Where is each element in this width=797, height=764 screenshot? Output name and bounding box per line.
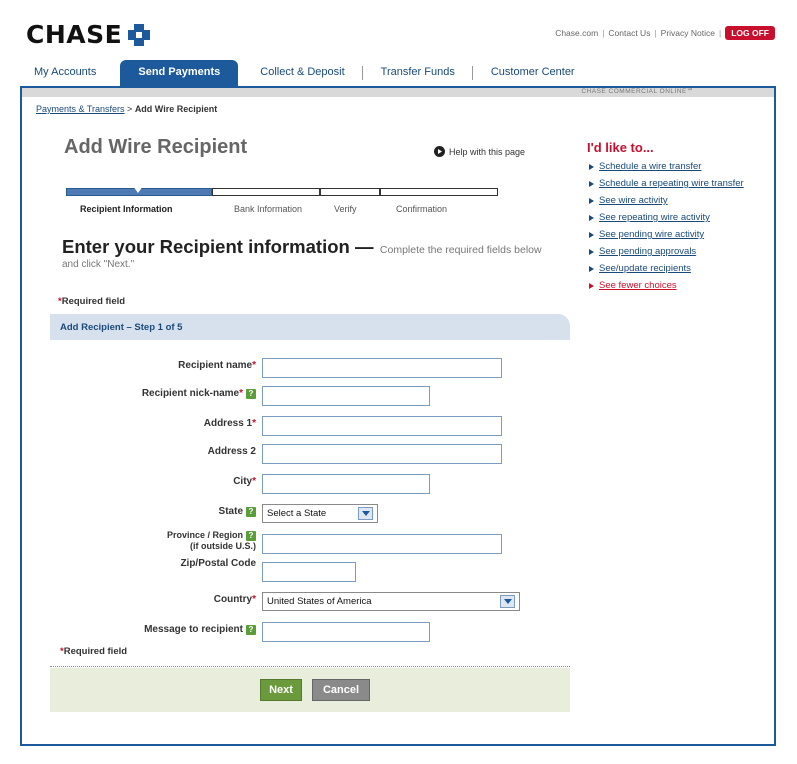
tab-label: Send Payments bbox=[138, 66, 221, 78]
required-star: * bbox=[252, 594, 256, 605]
tab-label: Customer Center bbox=[490, 66, 575, 78]
section-heading-title: Enter your Recipient information — bbox=[62, 236, 374, 257]
label-text: Recipient nick-name bbox=[141, 388, 240, 399]
address2-input[interactable] bbox=[262, 444, 502, 464]
step-label-recipient: Recipient Information bbox=[80, 204, 173, 214]
sidebar-item-wire-activity bbox=[587, 195, 767, 207]
breadcrumb-payments-link[interactable]: Payments & Transfers bbox=[36, 104, 125, 114]
label-text: Address 1 bbox=[203, 418, 253, 429]
tab-label: Collect & Deposit bbox=[260, 66, 345, 78]
pending-approvals-link[interactable]: See pending approvals bbox=[599, 246, 697, 257]
message-input[interactable] bbox=[262, 622, 430, 642]
product-name: CHASE COMMERCIAL ONLINE℠ bbox=[581, 88, 694, 95]
update-recipients-link[interactable]: See/update recipients bbox=[599, 263, 691, 274]
tab-transfer-funds[interactable] bbox=[363, 60, 473, 86]
sidebar-item-pending-approvals bbox=[587, 246, 767, 258]
label-text: Province / Region bbox=[166, 530, 243, 540]
top-header bbox=[0, 0, 797, 90]
row-nick-name bbox=[50, 386, 570, 408]
nick-name-input[interactable] bbox=[262, 386, 430, 406]
pending-wire-activity-link[interactable]: See pending wire activity bbox=[599, 229, 705, 240]
label-text: Address 2 bbox=[207, 446, 256, 457]
question-square-icon[interactable]: ? bbox=[246, 625, 256, 635]
required-star: * bbox=[252, 418, 256, 429]
help-link-label: Help with this page bbox=[449, 146, 526, 157]
row-message bbox=[50, 622, 570, 644]
chase-com-link[interactable]: Chase.com bbox=[555, 28, 599, 38]
province-input[interactable] bbox=[262, 534, 502, 554]
sidebar-item-schedule-wire bbox=[587, 161, 767, 173]
divider: | bbox=[654, 28, 657, 38]
label-text: Zip/Postal Code bbox=[180, 558, 256, 569]
sidebar-item-fewer-choices bbox=[587, 280, 767, 292]
tab-collect-deposit[interactable] bbox=[238, 60, 362, 86]
label-text: Country bbox=[213, 594, 253, 605]
logoff-button[interactable]: LOG OFF bbox=[725, 26, 775, 40]
row-zip bbox=[50, 558, 570, 584]
required-field-note bbox=[58, 296, 125, 307]
required-field-note-bottom bbox=[60, 646, 127, 657]
sidebar-item-repeating-wire bbox=[587, 178, 767, 190]
section-heading bbox=[62, 236, 562, 270]
required-star: * bbox=[252, 360, 256, 371]
help-with-page-link[interactable] bbox=[434, 146, 525, 157]
schedule-wire-link[interactable]: Schedule a wire transfer bbox=[599, 161, 702, 172]
help-circle-arrow-icon bbox=[434, 146, 445, 157]
sidebar-item-update-recipients bbox=[587, 263, 767, 275]
sidebar-quick-links bbox=[587, 140, 767, 297]
tab-send-payments[interactable] bbox=[120, 60, 238, 86]
cancel-button[interactable]: Cancel bbox=[312, 679, 370, 701]
row-address2 bbox=[50, 444, 570, 466]
wire-activity-link[interactable]: See wire activity bbox=[599, 195, 668, 206]
zip-label bbox=[180, 558, 256, 569]
form-step-header: Add Recipient – Step 1 of 5 bbox=[50, 314, 570, 340]
section-heading-instruction-2: and click "Next." bbox=[62, 259, 135, 270]
divider: | bbox=[719, 28, 722, 38]
row-province bbox=[50, 530, 570, 556]
required-star: * bbox=[58, 296, 62, 307]
recipient-name-input[interactable] bbox=[262, 358, 502, 378]
current-step-marker-icon bbox=[133, 186, 143, 194]
recipient-name-label bbox=[178, 360, 256, 371]
address1-label bbox=[204, 418, 256, 429]
sidebar-item-repeating-activity bbox=[587, 212, 767, 224]
required-star: * bbox=[239, 388, 243, 399]
chevron-down-icon bbox=[500, 595, 515, 608]
address1-input[interactable] bbox=[262, 416, 502, 436]
sidebar-title: I'd like to... bbox=[587, 140, 654, 155]
question-square-icon[interactable]: ? bbox=[246, 531, 256, 541]
question-square-icon[interactable]: ? bbox=[246, 507, 256, 517]
brand-name: CHASE bbox=[26, 20, 123, 49]
page-title: Add Wire Recipient bbox=[64, 136, 248, 158]
product-bar bbox=[22, 88, 774, 97]
country-select-value: United States of America bbox=[267, 596, 372, 607]
row-recipient-name bbox=[50, 358, 570, 380]
state-label bbox=[219, 506, 256, 517]
content-frame bbox=[20, 86, 776, 746]
address2-label bbox=[208, 446, 256, 457]
schedule-repeating-wire-link[interactable]: Schedule a repeating wire transfer bbox=[599, 178, 744, 189]
province-label bbox=[167, 530, 256, 552]
required-field-text: Required field bbox=[61, 296, 126, 307]
repeating-wire-activity-link[interactable]: See repeating wire activity bbox=[599, 212, 710, 223]
utility-links bbox=[555, 26, 775, 40]
step-bar-bank bbox=[212, 188, 320, 196]
breadcrumb-current: Add Wire Recipient bbox=[134, 104, 218, 114]
divider: | bbox=[602, 28, 605, 38]
label-text: Recipient name bbox=[178, 360, 253, 371]
required-star: * bbox=[60, 646, 64, 657]
row-state bbox=[50, 504, 570, 526]
label-text: City bbox=[233, 476, 253, 487]
required-star: * bbox=[252, 476, 256, 487]
step-label-bank: Bank Information bbox=[234, 204, 303, 214]
tab-customer-center[interactable] bbox=[473, 60, 589, 86]
chase-logo[interactable] bbox=[26, 20, 151, 49]
step-label-confirmation: Confirmation bbox=[396, 204, 448, 214]
country-select[interactable] bbox=[262, 592, 520, 611]
zip-input[interactable] bbox=[262, 562, 356, 582]
step-label-verify: Verify bbox=[334, 204, 357, 214]
breadcrumb-separator: > bbox=[124, 104, 135, 114]
next-button[interactable]: Next bbox=[260, 679, 302, 701]
required-field-text: Required field bbox=[63, 646, 128, 657]
tab-label: My Accounts bbox=[34, 66, 97, 78]
contact-us-link[interactable]: Contact Us bbox=[608, 28, 651, 38]
privacy-notice-link[interactable]: Privacy Notice bbox=[660, 28, 715, 38]
row-city bbox=[50, 474, 570, 496]
row-country bbox=[50, 592, 570, 614]
tab-my-accounts[interactable] bbox=[20, 60, 110, 86]
chevron-down-icon bbox=[358, 507, 373, 520]
sidebar-link-list bbox=[587, 161, 767, 292]
city-label bbox=[233, 476, 256, 487]
tab-label: Transfer Funds bbox=[380, 66, 455, 78]
step-bar-verify bbox=[320, 188, 380, 196]
label-subtext: (if outside U.S.) bbox=[190, 541, 256, 551]
state-select-value: Select a State bbox=[267, 508, 327, 519]
action-bar bbox=[50, 668, 570, 712]
step-bar-confirmation bbox=[380, 188, 498, 196]
label-text: Message to recipient bbox=[144, 624, 243, 635]
sidebar-item-pending-activity bbox=[587, 229, 767, 241]
message-label bbox=[144, 624, 256, 635]
city-input[interactable] bbox=[262, 474, 430, 494]
row-address1 bbox=[50, 416, 570, 438]
label-text: State bbox=[218, 506, 243, 517]
divider bbox=[50, 666, 570, 667]
section-heading-instruction: Complete the required fields below bbox=[379, 244, 542, 256]
progress-steps bbox=[66, 186, 498, 226]
question-square-icon[interactable]: ? bbox=[246, 389, 256, 399]
country-label bbox=[214, 594, 256, 605]
fewer-choices-link[interactable]: See fewer choices bbox=[599, 280, 677, 291]
chase-octagon-logo-icon bbox=[127, 23, 151, 47]
state-select[interactable] bbox=[262, 504, 378, 523]
main-tabs bbox=[20, 60, 589, 86]
nick-name-label bbox=[142, 388, 256, 399]
breadcrumb bbox=[36, 104, 217, 114]
